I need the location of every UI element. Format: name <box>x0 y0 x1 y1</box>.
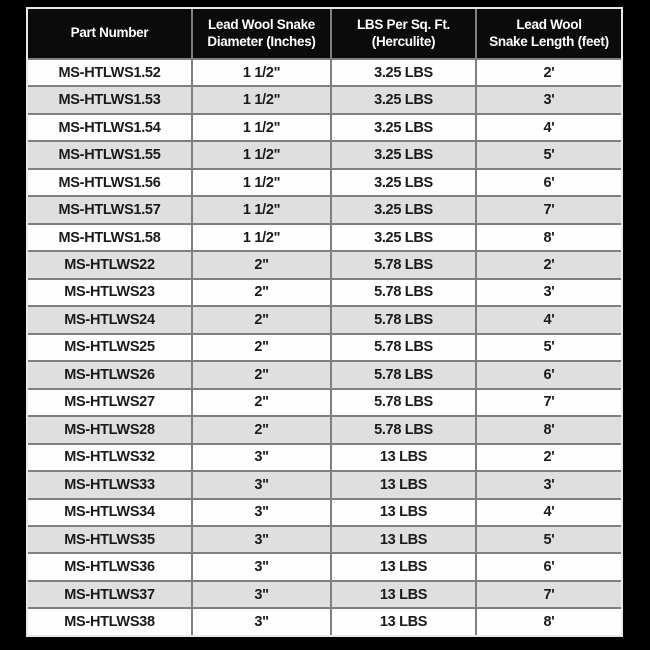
table-cell-part-number: MS-HTLWS36 <box>28 554 193 579</box>
table-cell-part-number: MS-HTLWS1.57 <box>28 197 193 222</box>
table-cell-lbs-per-sq-ft: 5.78 LBS <box>332 252 477 277</box>
table-cell-length: 3' <box>543 284 555 301</box>
table-row <box>28 554 621 581</box>
table-cell-part-number: MS-HTLWS1.56 <box>28 170 193 195</box>
table-cell-diameter: 3" <box>193 582 332 607</box>
table-row <box>28 445 621 472</box>
table-cell-length: 2' <box>543 64 555 81</box>
column-header-line: Lead Wool Snake <box>207 17 316 33</box>
table-row <box>28 142 621 169</box>
table-cell-part-number: MS-HTLWS23 <box>28 280 193 305</box>
table-cell-lbs-per-sq-ft: 5.78 LBS <box>332 335 477 360</box>
table-cell-lbs-per-sq-ft: 3.25 LBS <box>332 225 477 250</box>
table-cell-diameter: 3" <box>193 609 332 634</box>
table-cell-part-number: MS-HTLWS38 <box>28 609 193 634</box>
table-cell-lbs-per-sq-ft: 13 LBS <box>332 582 477 607</box>
table-row <box>28 362 621 389</box>
table-header <box>28 9 621 60</box>
table-body <box>28 60 621 635</box>
table-row <box>28 307 621 334</box>
table-cell-diameter: 1 1/2" <box>193 87 332 112</box>
column-header-line: LBS Per Sq. Ft. <box>356 17 450 33</box>
table-row <box>28 115 621 142</box>
table-row <box>28 609 621 634</box>
column-header-line: Diameter (Inches) <box>207 33 316 49</box>
table-cell-lbs-per-sq-ft: 3.25 LBS <box>332 197 477 222</box>
table-cell-diameter: 3" <box>193 500 332 525</box>
table-row <box>28 87 621 114</box>
table-cell-part-number: MS-HTLWS25 <box>28 335 193 360</box>
table-row <box>28 225 621 252</box>
table-row <box>28 170 621 197</box>
table-cell-part-number: MS-HTLWS1.53 <box>28 87 193 112</box>
table-cell-length: 7' <box>543 586 555 603</box>
table-cell-lbs-per-sq-ft: 5.78 LBS <box>332 280 477 305</box>
table-cell-length: 8' <box>543 421 555 438</box>
table-cell-diameter: 1 1/2" <box>193 197 332 222</box>
table-row <box>28 472 621 499</box>
table-cell-part-number: MS-HTLWS33 <box>28 472 193 497</box>
table-cell-length: 2' <box>543 257 555 274</box>
table-cell-lbs-per-sq-ft: 13 LBS <box>332 445 477 470</box>
table-cell-diameter: 3" <box>193 472 332 497</box>
table-cell-part-number: MS-HTLWS1.52 <box>28 60 193 85</box>
table-cell-part-number: MS-HTLWS35 <box>28 527 193 552</box>
table-cell-diameter: 2" <box>193 307 332 332</box>
table-cell-length: 6' <box>543 174 555 191</box>
table-cell-length: 5' <box>543 531 555 548</box>
table-row <box>28 252 621 279</box>
table-row <box>28 417 621 444</box>
table-cell-lbs-per-sq-ft: 3.25 LBS <box>332 60 477 85</box>
table-cell-lbs-per-sq-ft: 13 LBS <box>332 609 477 634</box>
table-cell-part-number: MS-HTLWS1.58 <box>28 225 193 250</box>
table-cell-diameter: 2" <box>193 335 332 360</box>
table-row <box>28 582 621 609</box>
table-row <box>28 527 621 554</box>
table-cell-length: 4' <box>543 504 555 521</box>
table-cell-lbs-per-sq-ft: 3.25 LBS <box>332 87 477 112</box>
table-cell-diameter: 1 1/2" <box>193 60 332 85</box>
column-header-line: (Herculite) <box>371 33 436 49</box>
table-cell-lbs-per-sq-ft: 3.25 LBS <box>332 142 477 167</box>
table-row <box>28 335 621 362</box>
table-cell-diameter: 2" <box>193 417 332 442</box>
table-cell-length: 7' <box>543 202 555 219</box>
table-cell-part-number: MS-HTLWS24 <box>28 307 193 332</box>
table-cell-diameter: 1 1/2" <box>193 115 332 140</box>
table-row <box>28 197 621 224</box>
table-cell-length: 6' <box>543 559 555 576</box>
column-header-line: Lead Wool <box>516 17 582 33</box>
table-cell-part-number: MS-HTLWS27 <box>28 390 193 415</box>
table-cell-lbs-per-sq-ft: 13 LBS <box>332 500 477 525</box>
table-row <box>28 500 621 527</box>
table-cell-lbs-per-sq-ft: 5.78 LBS <box>332 307 477 332</box>
table-row <box>28 280 621 307</box>
column-header-part-number <box>28 9 193 58</box>
table-cell-part-number: MS-HTLWS28 <box>28 417 193 442</box>
table-cell-part-number: MS-HTLWS32 <box>28 445 193 470</box>
table-cell-length: 7' <box>543 394 555 411</box>
table-cell-diameter: 2" <box>193 252 332 277</box>
table-cell-diameter: 1 1/2" <box>193 225 332 250</box>
table-cell-diameter: 3" <box>193 445 332 470</box>
table-cell-lbs-per-sq-ft: 3.25 LBS <box>332 115 477 140</box>
table-cell-length: 3' <box>543 92 555 109</box>
table-cell-diameter: 3" <box>193 527 332 552</box>
table-cell-diameter: 1 1/2" <box>193 142 332 167</box>
table-cell-lbs-per-sq-ft: 5.78 LBS <box>332 362 477 387</box>
column-header-line: Part Number <box>70 25 149 41</box>
table-cell-length: 8' <box>543 614 555 631</box>
table-cell-lbs-per-sq-ft: 13 LBS <box>332 554 477 579</box>
table-cell-length: 8' <box>543 229 555 246</box>
table-cell-part-number: MS-HTLWS22 <box>28 252 193 277</box>
table-cell-part-number: MS-HTLWS1.55 <box>28 142 193 167</box>
table-cell-length: 2' <box>543 449 555 466</box>
spec-table <box>26 7 623 637</box>
table-cell-lbs-per-sq-ft: 13 LBS <box>332 472 477 497</box>
table-cell-length: 3' <box>543 476 555 493</box>
table-cell-length: 5' <box>543 339 555 356</box>
table-cell-diameter: 2" <box>193 362 332 387</box>
table-cell-length: 5' <box>543 147 555 164</box>
table-cell-diameter: 1 1/2" <box>193 170 332 195</box>
table-cell-lbs-per-sq-ft: 13 LBS <box>332 527 477 552</box>
table-row <box>28 390 621 417</box>
table-cell-length: 6' <box>543 366 555 383</box>
table-cell-part-number: MS-HTLWS26 <box>28 362 193 387</box>
table-cell-part-number: MS-HTLWS34 <box>28 500 193 525</box>
table-row <box>28 60 621 87</box>
table-cell-length: 4' <box>543 311 555 328</box>
table-cell-diameter: 3" <box>193 554 332 579</box>
table-cell-lbs-per-sq-ft: 3.25 LBS <box>332 170 477 195</box>
column-header-diameter <box>193 9 332 58</box>
table-cell-diameter: 2" <box>193 390 332 415</box>
table-cell-diameter: 2" <box>193 280 332 305</box>
column-header-lbs-per-sq-ft <box>332 9 477 58</box>
table-cell-part-number: MS-HTLWS1.54 <box>28 115 193 140</box>
table-cell-lbs-per-sq-ft: 5.78 LBS <box>332 390 477 415</box>
table-cell-length: 4' <box>543 119 555 136</box>
table-cell-part-number: MS-HTLWS37 <box>28 582 193 607</box>
column-header-line: Snake Length (feet) <box>489 33 609 49</box>
table-cell-lbs-per-sq-ft: 5.78 LBS <box>332 417 477 442</box>
column-header-length <box>477 9 621 58</box>
